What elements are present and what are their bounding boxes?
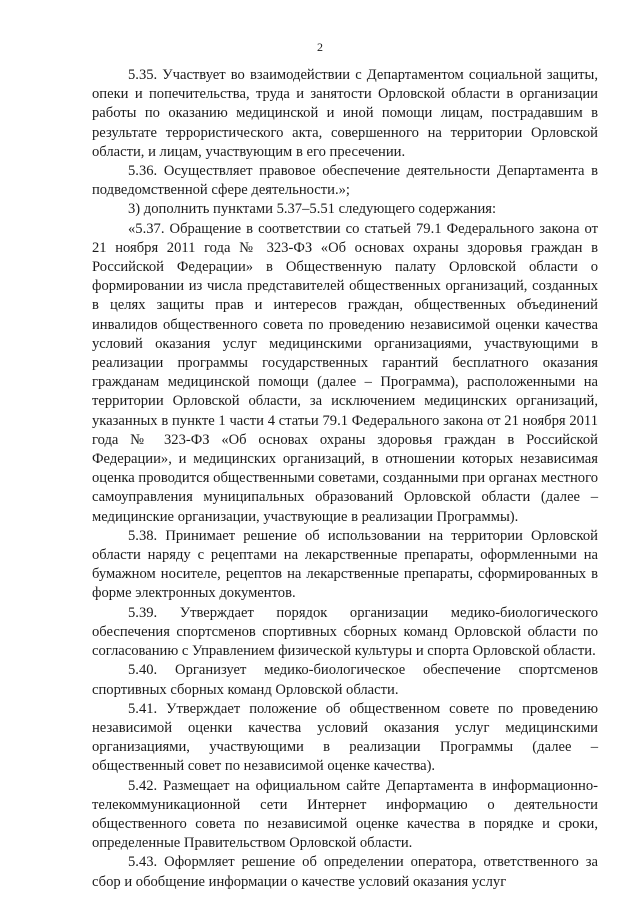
page-number: 2 — [317, 40, 323, 54]
paragraph-5-40: 5.40. Организует медико-биологическое обеспечение спортсменов спортивных сборных команд Орловской области. — [92, 662, 598, 698]
paragraph-5-39: 5.39. Утверждает порядок организации медико-биологического обеспечения спортсменов спортивных сборных команд Орловской области по согласованию с Управлением физической культуры и спорта Орловской области. — [92, 604, 598, 660]
paragraph-5-35: 5.35. Участвует во взаимодействии с Департаментом социальной защиты, опеки и попечительства, труда и занятости Орловской области в организации работы по оказанию медицинской и иной помощи лицам, пострадавшим в результате террористического акта, совершенного на территории Орловской области, и лицам, участвующим в его пресечении. — [92, 67, 598, 160]
paragraph-5-36: 5.36. Осуществляет правовое обеспечение деятельности Департамента в подведомственной сфере деятельности.»; — [92, 163, 598, 199]
paragraph-amendment-3: 3) дополнить пунктами 5.37–5.51 следующего содержания: — [128, 201, 497, 218]
paragraph-5-41: 5.41. Утверждает положение об общественном совете по проведению независимой оценки качества условий оказания услуг медицинскими организациями, участвующими в реализации Программы (далее – общественный совет по независимой оценке качества). — [92, 700, 598, 775]
paragraph-5-43: 5.43. Оформляет решение об определении оператора, ответственного за сбор и обобщение информации о качестве условий оказания услуг — [92, 854, 598, 890]
paragraph-5-42: 5.42. Размещает на официальном сайте Департамента в информационно-телекоммуникационной сети Интернет информацию о деятельности общественного совета по независимой оценке качества в порядке и сроки, определенные Правительством Орловской области. — [92, 777, 598, 852]
paragraph-5-37: «5.37. Обращение в соответствии со статьей 79.1 Федерального закона от 21 ноября 2011 года № 323-ФЗ «Об основах охраны здоровья граждан в Российской Федерации» в Общественную палату Орловской области о формировании из числа представителей общественных организаций, созданных в целях защиты прав и интересов граждан, общественных объединений инвалидов общественного совета по проведению независимой оценки качества условий оказания услуг медицинскими организациями, участвующими в реализации программы государственных гарантий бесплатного оказания гражданам медицинской помощи (далее – Программа), расположенными на территории Орловской области, за исключением медицинских организаций, указанных в пункте 1 части 4 статьи 79.1 Федерального закона от 21 ноября 2011 года № 323-ФЗ «Об основах охраны здоровья граждан в Российской Федерации», и медицинских организаций, в отношении которых независимая оценка проводится общественными советами, созданными при органах местного самоуправления муниципальных образований Орловской области (далее – медицинские организации, участвующие в реализации Программы). — [92, 220, 598, 525]
paragraph-5-38: 5.38. Принимает решение об использовании на территории Орловской области наряду с рецептами на лекарственные препараты, оформленными на бумажном носителе, рецептов на лекарственные препараты, сформированных в форме электронных документов. — [92, 527, 598, 602]
document-body — [92, 66, 598, 892]
